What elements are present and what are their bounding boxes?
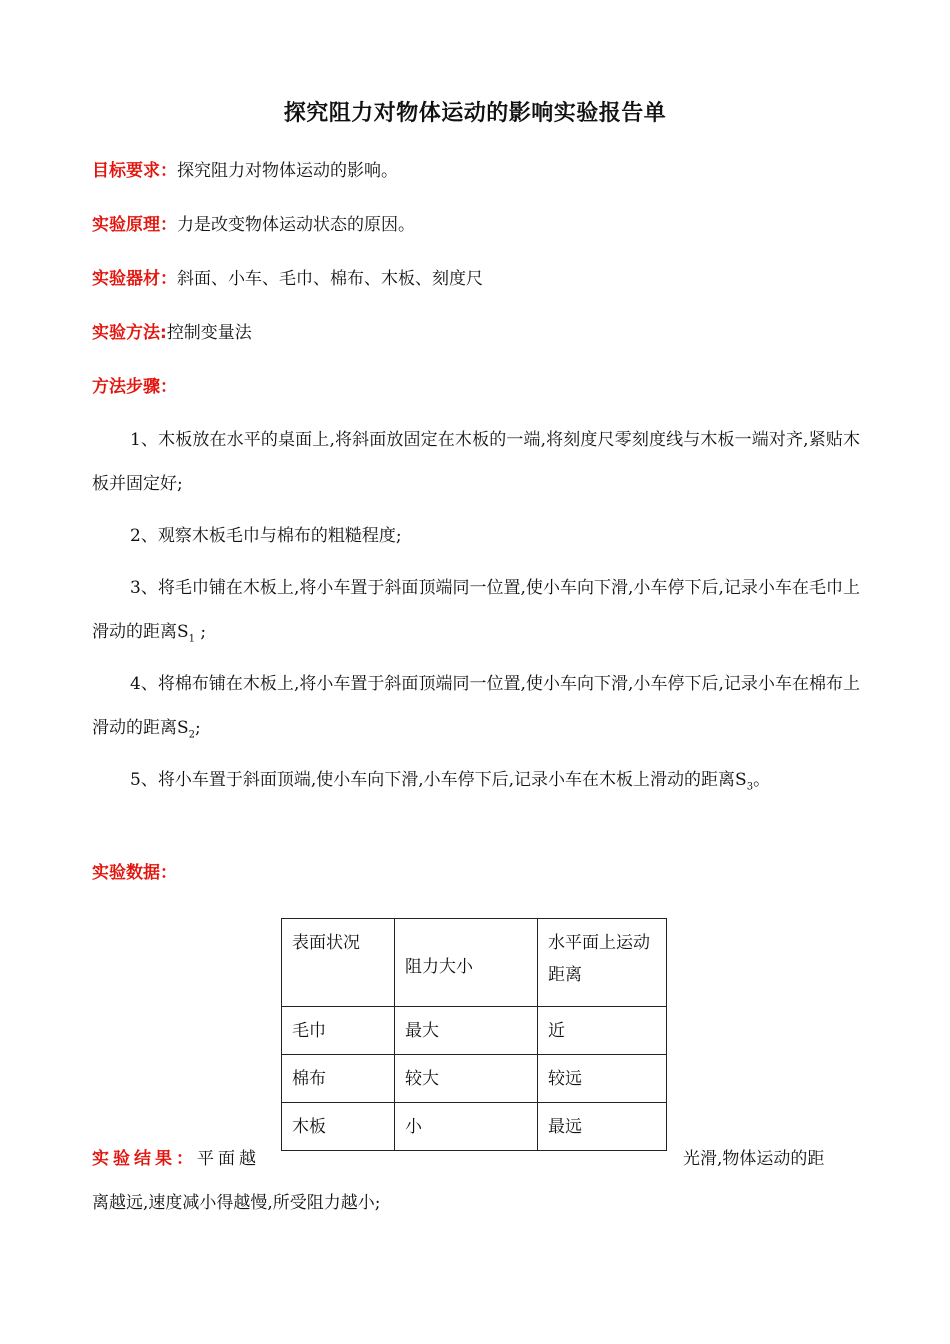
table-header-cell: 表面状况 (282, 919, 395, 1007)
table-cell: 最远 (538, 1103, 667, 1151)
equipment-line (92, 268, 483, 290)
result-label: 实验结果： (92, 1149, 197, 1169)
method-label: 实验方法: (92, 323, 167, 343)
step-3-end: ; (195, 622, 207, 642)
step-4-var: S (177, 718, 189, 738)
table-cell: 小 (395, 1103, 538, 1151)
step-3-sub: 1 (188, 633, 196, 645)
data-heading (92, 862, 177, 884)
table-header-cell: 水平面上运动距离 (538, 919, 667, 1007)
goal-label: 目标要求： (92, 161, 177, 181)
table-cell: 近 (538, 1007, 667, 1055)
goal-text: 探究阻力对物体运动的影响。 (177, 161, 398, 181)
table-cell: 较大 (395, 1055, 538, 1103)
step-4-end: ; (195, 718, 201, 738)
steps-label: 方法步骤： (92, 377, 177, 397)
step-5-end: 。 (753, 770, 771, 790)
step-3-var: S (177, 622, 189, 642)
equipment-label: 实验器材： (92, 269, 177, 289)
step-4-sub: 2 (188, 729, 196, 741)
table-row (282, 1055, 667, 1103)
step-3-text: 3、将毛巾铺在木板上,将小车置于斜面顶端同一位置,使小车向下滑,小车停下后,记录小车在毛巾上滑动的距离 (92, 578, 860, 642)
step-5-var: S (735, 770, 747, 790)
step-5-sub: 3 (746, 781, 754, 793)
result-text-2: 光滑,物体运动的距 (683, 1149, 825, 1169)
result-text-3: 离越远,速度减小得越慢,所受阻力越小; (92, 1193, 381, 1213)
method-text: 控制变量法 (166, 323, 252, 343)
table-row (282, 1007, 667, 1055)
step-3 (92, 566, 860, 654)
table-cell: 木板 (282, 1103, 395, 1151)
data-label: 实验数据： (92, 863, 177, 883)
table-row (282, 1103, 667, 1151)
result-text-1: 平面越 (197, 1149, 260, 1169)
principle-label: 实验原理： (92, 215, 177, 235)
step-1: 1、木板放在水平的桌面上,将斜面放固定在木板的一端,将刻度尺零刻度线与木板一端对齐,紧贴木板并固定好; (92, 430, 860, 494)
page-title: 探究阻力对物体运动的影响实验报告单 (283, 101, 667, 126)
step-4-text: 4、将棉布铺在木板上,将小车置于斜面顶端同一位置,使小车向下滑,小车停下后,记录小车在棉布上滑动的距离 (92, 674, 860, 738)
equipment-text: 斜面、小车、毛巾、棉布、木板、刻度尺 (177, 269, 483, 289)
data-table (281, 918, 667, 1151)
table-cell: 较远 (538, 1055, 667, 1103)
step-2: 2、观察木板毛巾与棉布的粗糙程度; (130, 526, 402, 546)
table-header-row (282, 919, 667, 1007)
table-cell: 最大 (395, 1007, 538, 1055)
principle-text: 力是改变物体运动状态的原因。 (177, 215, 415, 235)
step-5-text: 5、将小车置于斜面顶端,使小车向下滑,小车停下后,记录小车在木板上滑动的距离 (130, 770, 736, 790)
goal-line (92, 160, 398, 182)
principle-line (92, 214, 415, 236)
table-cell: 棉布 (282, 1055, 395, 1103)
result-line-left (92, 1148, 260, 1170)
table-cell: 毛巾 (282, 1007, 395, 1055)
steps-heading (92, 376, 177, 398)
method-line (92, 322, 252, 344)
step-4 (92, 662, 860, 750)
step-5 (92, 758, 860, 802)
table-header-cell: 阻力大小 (395, 919, 538, 1007)
